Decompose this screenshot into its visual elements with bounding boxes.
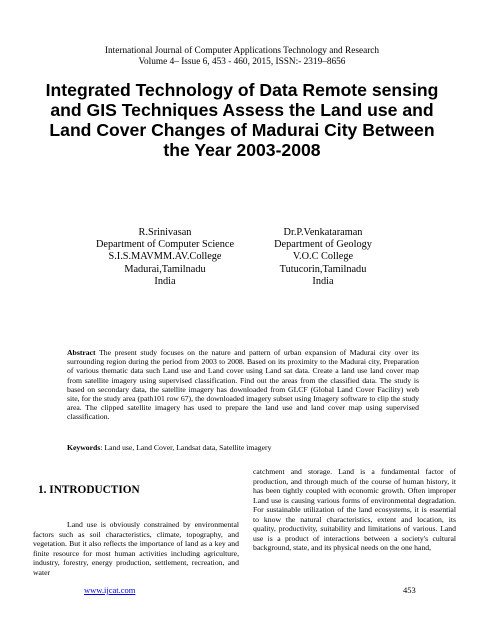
author-city: Madurai,Tamilnadu [124, 263, 206, 275]
journal-volume: Volume 4– Issue 6, 453 - 460, 2015, ISSN:- 2319–8656 [138, 57, 346, 67]
abstract-label: Abstract [67, 348, 96, 357]
keywords [67, 443, 419, 452]
keywords-label: Keywords [67, 443, 101, 452]
author-college: V.O.C College [292, 251, 354, 263]
page-number: 453 [403, 585, 416, 595]
author-college: S.I.S.MAVMM.AV.College [108, 251, 222, 263]
section-heading: 1. INTRODUCTION [38, 484, 140, 496]
journal-name: International Journal of Computer Applications Technology and Research [104, 46, 380, 56]
keywords-text: : Land use, Land Cover, Landsat data, Satellite imagery [100, 443, 272, 452]
author-city: Tutucorin,Tamilnadu [279, 263, 367, 275]
journal-header [0, 46, 484, 68]
author-block-1 [90, 227, 240, 288]
journal-website-link[interactable]: www.ijcat.com [84, 585, 136, 595]
author-name: R.Srinivasan [138, 227, 192, 238]
paper-title: Integrated Technology of Data Remote sensing and GIS Techniques Assess the Land use and Land Cover Changes of Madurai City Between the Year 2003-2008 [45, 80, 439, 160]
intro-paragraph-right: catchment and storage. Land is a fundamental factor of production, and through much of the course of human history, it has been tightly coupled with economic growth. Often improper Land use is causing various forms of environmental degradation. For sustainable utilization of the land ecosystems, it is essential to know the natural characteristics, extent and location, its quality, productivity, suitability and limitations of various. Land use is a product of interactions between a society's cultural background, state, and its physical needs on the one hand, [253, 467, 456, 553]
author-name: Dr.P.Venkataraman [283, 227, 363, 238]
abstract [67, 348, 419, 422]
abstract-text: The present study focuses on the nature and pattern of urban expansion of Madurai city over its surrounding region during the period from 2003 to 2008. Based on its proximity to the Madurai city, Preparation of various thematic data such Land use and Land cover using Land sat data. Create a land use land cover map from satellite imagery using supervised classification. Find out the areas from the classified data. The study is based on secondary data, the satellite imagery has downloaded from GLCF (Global Land Cover Facility) web site, for the study area (path101 row 67), the downloaded imagery subset using Imagery software to clip the study area. The clipped satellite imagery has used to prepare the land use and land cover map using supervised classification. [67, 348, 419, 422]
author-department: Department of Geology [274, 239, 372, 251]
author-country: India [154, 275, 176, 287]
author-country: India [312, 275, 334, 287]
author-block-2 [248, 227, 398, 288]
author-department: Department of Computer Science [95, 239, 235, 251]
intro-paragraph-left: Land use is obviously constrained by environmental factors such as soil characteristics, climate, topography, and vegetation. But it also reflects the importance of land as a key and finite resource for most human activities including agriculture, industry, forestry, energy production, settlement, recreation, and water [33, 520, 239, 577]
